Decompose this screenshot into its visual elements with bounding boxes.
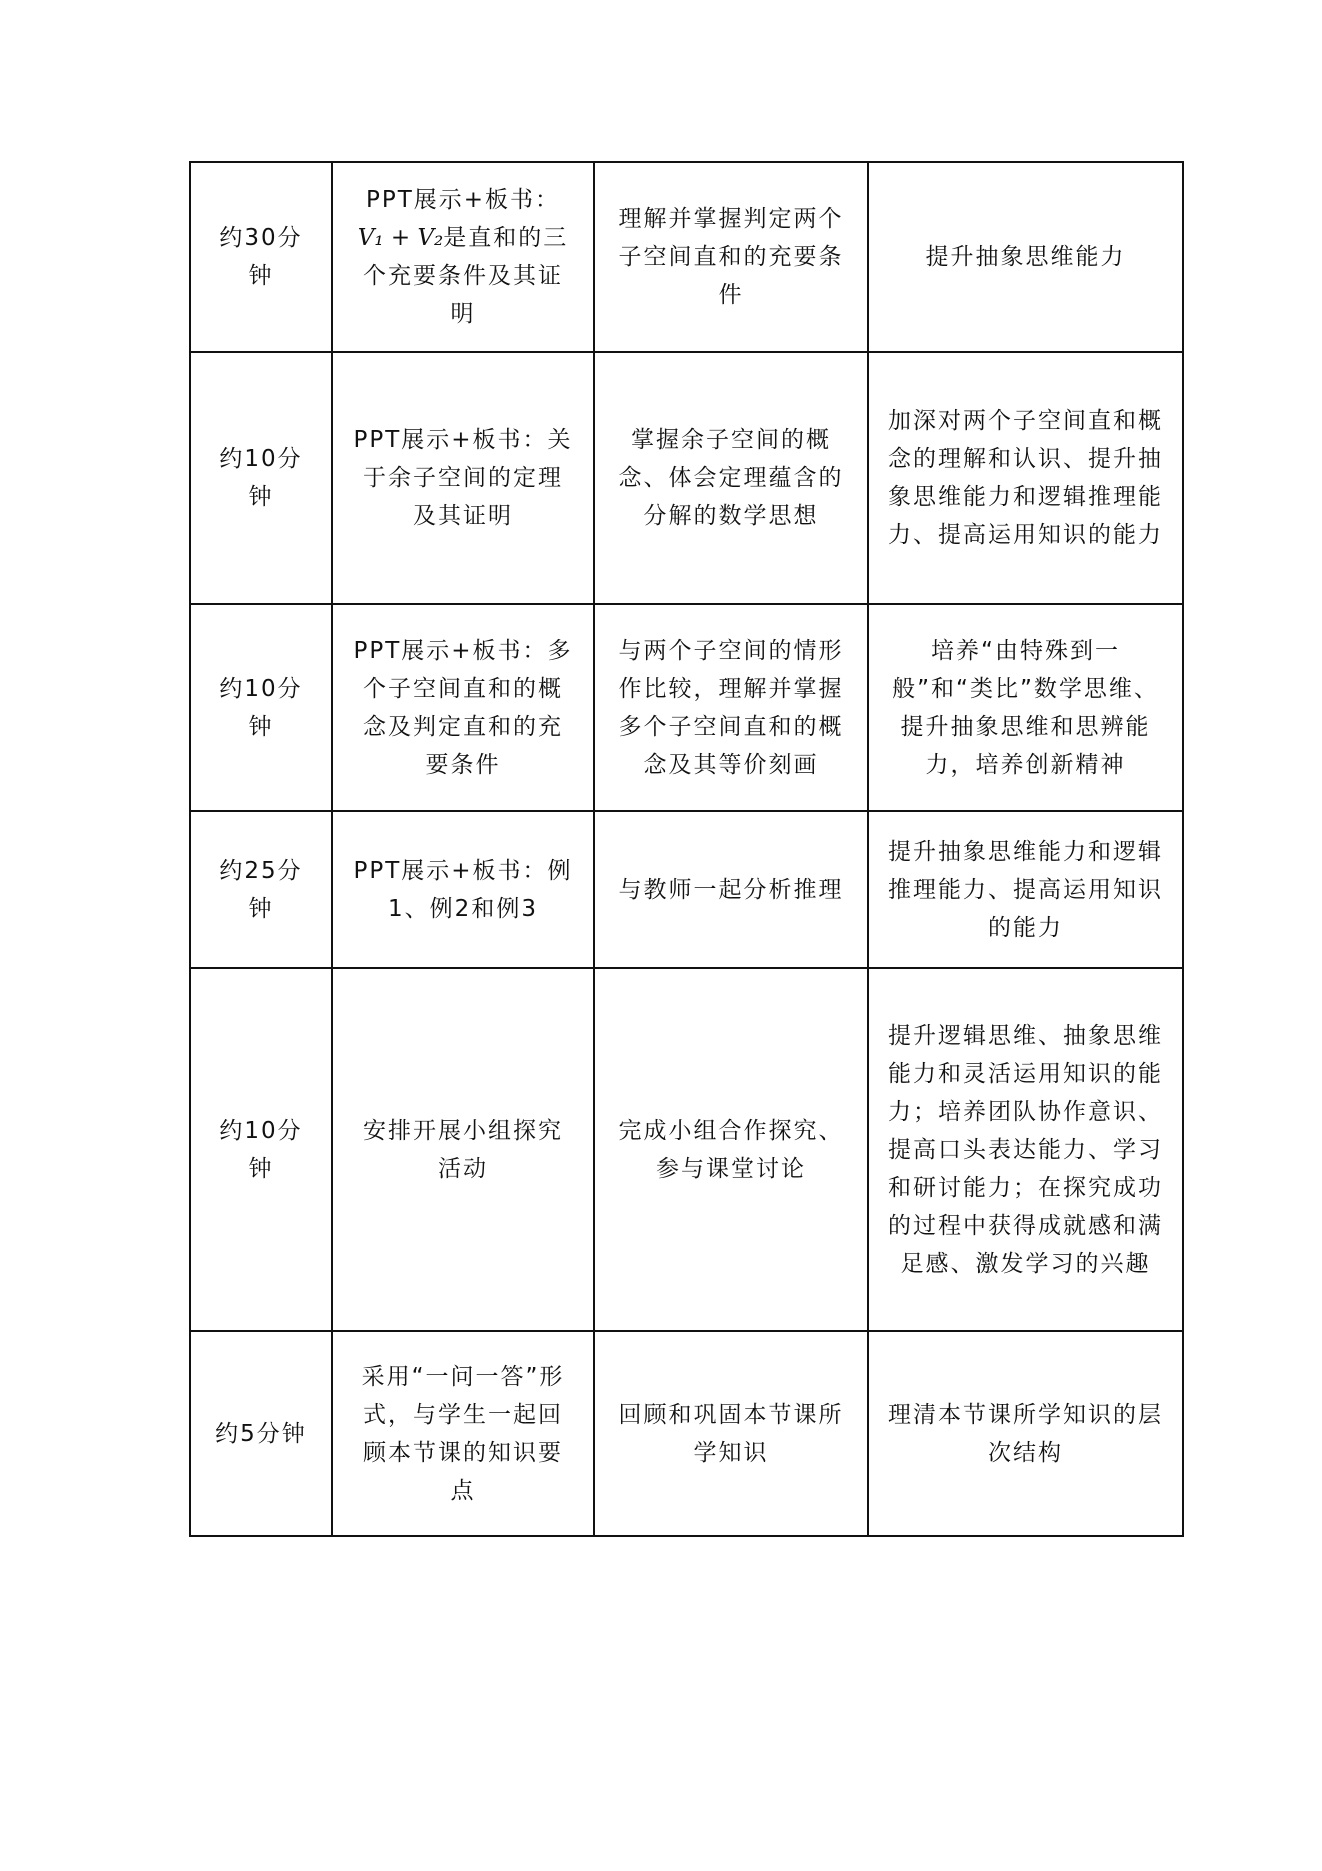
table-row xyxy=(190,811,1183,968)
time-cell: 约10分钟 xyxy=(190,968,332,1331)
time-cell: 约25分钟 xyxy=(190,811,332,968)
table-row xyxy=(190,968,1183,1331)
student-activity-cell: 完成小组合作探究、参与课堂讨论 xyxy=(594,968,868,1331)
table-row xyxy=(190,1331,1183,1536)
goal-cell: 提升逻辑思维、抽象思维能力和灵活运用知识的能力；培养团队协作意识、提高口头表达能力、学习和研讨能力；在探究成功的过程中获得成就感和满足感、激发学习的兴趣 xyxy=(868,968,1183,1331)
teacher-activity-cell: PPT展示+板书：关于余子空间的定理及其证明 xyxy=(332,352,594,604)
goal-cell: 加深对两个子空间直和概念的理解和认识、提升抽象思维能力和逻辑推理能力、提高运用知识的能力 xyxy=(868,352,1183,604)
activity-prefix: PPT展示+板书： xyxy=(365,187,561,213)
table-row xyxy=(190,604,1183,811)
table-row xyxy=(190,352,1183,604)
goal-cell: 理清本节课所学知识的层次结构 xyxy=(868,1331,1183,1536)
student-activity-cell: 回顾和巩固本节课所学知识 xyxy=(594,1331,868,1536)
teacher-activity-cell xyxy=(332,162,594,352)
goal-cell: 提升抽象思维能力和逻辑推理能力、提高运用知识的能力 xyxy=(868,811,1183,968)
teacher-activity-cell: 采用“一问一答”形式，与学生一起回顾本节课的知识要点 xyxy=(332,1331,594,1536)
time-cell: 约5分钟 xyxy=(190,1331,332,1536)
teacher-activity-cell: 安排开展小组探究活动 xyxy=(332,968,594,1331)
time-cell: 约10分钟 xyxy=(190,604,332,811)
student-activity-cell: 掌握余子空间的概念、体会定理蕴含的分解的数学思想 xyxy=(594,352,868,604)
activity-suffix: 是直和的三个充要条件及其证明 xyxy=(363,225,569,327)
student-activity-cell: 与教师一起分析推理 xyxy=(594,811,868,968)
goal-cell: 培养“由特殊到一般”和“类比”数学思维、提升抽象思维和思辨能力，培养创新精神 xyxy=(868,604,1183,811)
student-activity-cell: 与两个子空间的情形作比较，理解并掌握多个子空间直和的概念及其等价刻画 xyxy=(594,604,868,811)
teacher-activity-cell: PPT展示+板书：例1、例2和例3 xyxy=(332,811,594,968)
time-cell: 约10分钟 xyxy=(190,352,332,604)
math-expression: V₁ + V₂ xyxy=(357,225,444,251)
goal-cell: 提升抽象思维能力 xyxy=(868,162,1183,352)
lesson-plan-table xyxy=(189,161,1184,1537)
table-row xyxy=(190,162,1183,352)
teacher-activity-cell: PPT展示+板书：多个子空间直和的概念及判定直和的充要条件 xyxy=(332,604,594,811)
time-cell: 约30分钟 xyxy=(190,162,332,352)
student-activity-cell: 理解并掌握判定两个子空间直和的充要条件 xyxy=(594,162,868,352)
